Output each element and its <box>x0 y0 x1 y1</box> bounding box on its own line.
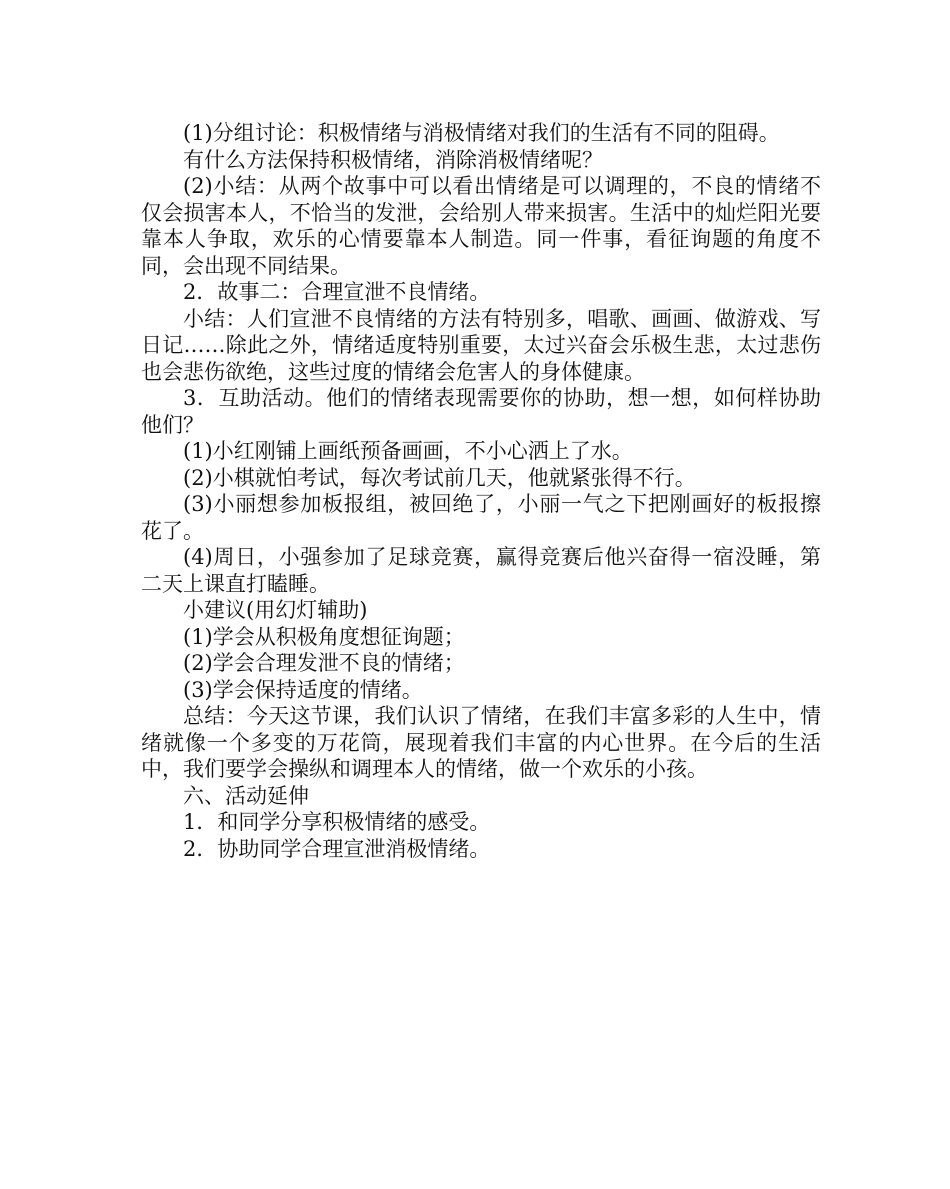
paragraph-suggestion-1: (1)学会从积极角度想征询题； <box>183 624 465 649</box>
paragraph-mutual-help: 3．互助活动。他们的情绪表现需要你的协助，想一想，如何样协助他们？ <box>141 386 821 437</box>
paragraph-suggestion-2: (2)学会合理发泄不良的情绪； <box>183 651 465 675</box>
paragraph-extension-2: 2．协助同学合理宣泄消极情绪。 <box>183 836 491 861</box>
paragraph-suggestion-3: (3)学会保持适度的情绪。 <box>183 677 423 702</box>
paragraph-extension-1: 1．和同学分享积极情绪的感受。 <box>183 810 491 834</box>
paragraph-summary-2: 小结：人们宣泄不良情绪的方法有特别多，唱歌、画画、做游戏、写日记……除此之外，情绪适度特别重要，太过兴奋会乐极生悲，太过悲伤也会悲伤欲绝，这些过度的情绪会危害人的身体健康。 <box>141 306 821 384</box>
paragraph-case-2: (2)小棋就怕考试，每次考试前几天，他就紧张得不行。 <box>183 465 696 490</box>
paragraph-case-1: (1)小红刚铺上画纸预备画画，不小心洒上了水。 <box>183 439 633 463</box>
paragraph-story-two: 2．故事二：合理宣泄不良情绪。 <box>183 280 491 304</box>
paragraph-extension-heading: 六、活动延伸 <box>183 783 309 808</box>
paragraph-conclusion: 总结：今天这节课，我们认识了情绪，在我们丰富多彩的人生中，情绪就像一个多变的万花筒，展现着我们丰富的内心世界。在今后的生活中，我们要学会操纵和调理本人的情绪，做一个欢乐的小孩。 <box>141 704 821 781</box>
paragraph-case-4: (4)周日，小强参加了足球竞赛，赢得竞赛后他兴奋得一宿没睡，第二天上课直打瞌睡。 <box>141 545 821 596</box>
paragraph-question: 有什么方法保持积极情绪，消除消极情绪呢？ <box>183 147 603 172</box>
paragraph-case-3: (3)小丽想参加板报组，被回绝了，小丽一气之下把刚画好的板报擦花了。 <box>141 492 821 543</box>
paragraph-discussion: (1)分组讨论：积极情绪与消极情绪对我们的生活有不同的阻碍。 <box>183 121 780 145</box>
paragraph-summary-1: (2)小结：从两个故事中可以看出情绪是可以调理的，不良的情绪不仅会损害本人，不恰当的发泄，会给别人带来损害。生活中的灿烂阳光要靠本人争取，欢乐的心情要靠本人制造。同一件事，看征询题的角度不同，会出现不同结果。 <box>141 174 821 278</box>
document-body <box>141 120 821 862</box>
paragraph-suggestions-heading: 小建议(用幻灯辅助) <box>183 598 368 622</box>
